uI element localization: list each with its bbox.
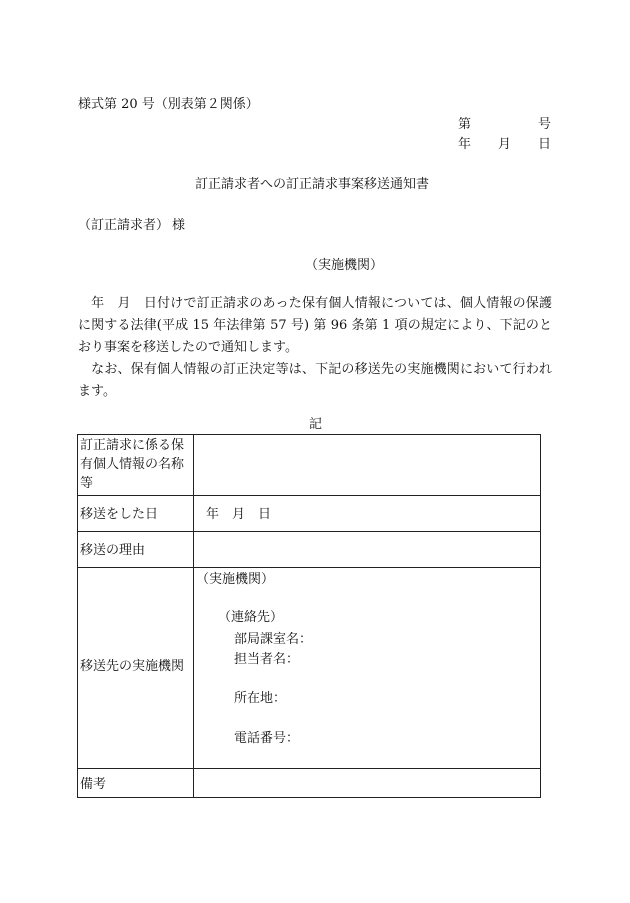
row-transfer-date-value: 年 月 日 xyxy=(206,507,272,522)
date-month: 月 xyxy=(498,137,512,152)
destination-contact-heading: （連絡先） xyxy=(218,610,284,625)
addressee-label: （訂正請求者） xyxy=(78,218,170,233)
table-row-divider xyxy=(78,567,540,568)
table-row-divider xyxy=(78,768,540,769)
destination-phone: 電話番号： xyxy=(234,731,300,746)
doc-number-suffix: 号 xyxy=(538,117,552,132)
destination-agency: （実施機関） xyxy=(196,572,275,587)
row-transfer-date-label: 移送をした日 xyxy=(80,507,159,522)
row-info-name-label-line2: 有個人情報の名称 xyxy=(80,457,185,472)
row-destination-label: 移送先の実施機関 xyxy=(80,659,185,674)
notice-table xyxy=(77,434,541,798)
ki-heading: 記 xyxy=(309,417,323,432)
row-remarks-label: 備考 xyxy=(80,777,107,792)
form-number: 様式第 20 号（別表第２関係） xyxy=(78,97,259,112)
body-paragraph-1: 年 月 日付けで訂正請求のあった保有個人情報については、個人情報の保護に関する法律(平成 15 年法律第 57 号) 第 96 条第 1 項の規定により、下記のとおり事案を移送したので通知します。 xyxy=(78,296,552,355)
table-row-divider xyxy=(78,531,540,532)
table-column-divider xyxy=(193,435,194,797)
destination-person: 担当者名： xyxy=(234,652,300,667)
table-row-divider xyxy=(78,495,540,496)
row-transfer-reason-label: 移送の理由 xyxy=(80,543,146,558)
doc-number-prefix: 第 xyxy=(458,117,472,132)
addressee-honorific: 様 xyxy=(172,218,186,233)
date-day: 日 xyxy=(538,137,552,152)
document-title: 訂正請求者への訂正請求事案移送通知書 xyxy=(195,177,430,192)
destination-address: 所在地： xyxy=(234,691,287,706)
row-info-name-label-line3: 等 xyxy=(80,476,94,491)
sender-agency: （実施機関） xyxy=(305,258,384,273)
date-year: 年 xyxy=(458,137,472,152)
row-info-name-label-line1: 訂正請求に係る保 xyxy=(80,438,185,453)
body-paragraph-2: なお、保有個人情報の訂正決定等は、下記の移送先の実施機関において行われます。 xyxy=(78,362,552,399)
destination-dept: 部局課室名： xyxy=(234,632,313,647)
